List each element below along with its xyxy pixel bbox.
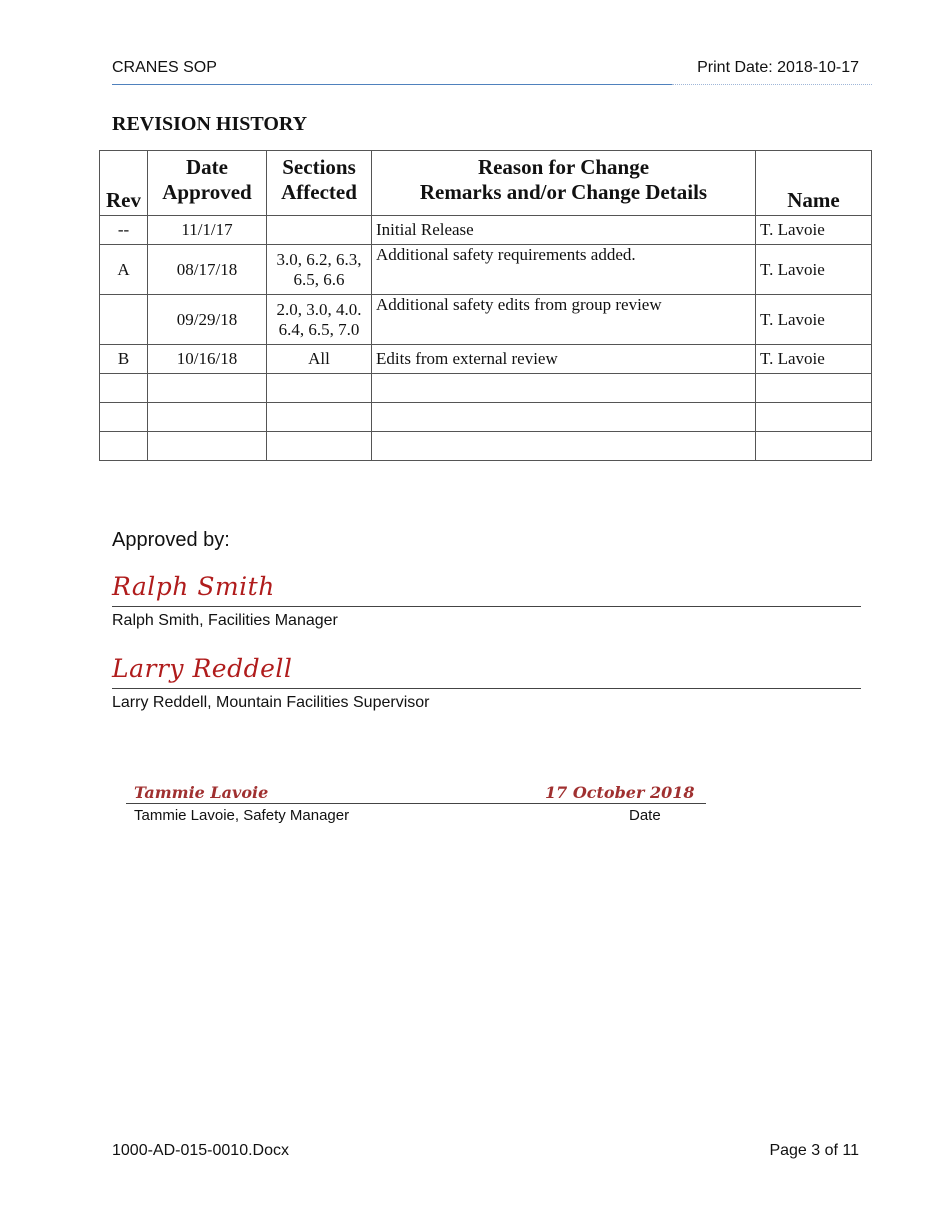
cell-reason: Initial Release xyxy=(372,216,756,245)
cell-reason: Additional safety edits from group review xyxy=(372,295,756,345)
cell-rev xyxy=(100,403,148,432)
table-row xyxy=(100,432,872,461)
header-rule-dotted xyxy=(672,84,872,85)
cell-name: T. Lavoie xyxy=(756,245,872,295)
cell-reason xyxy=(372,374,756,403)
cell-rev: A xyxy=(100,245,148,295)
signature-larry-reddell: Larry Reddell xyxy=(112,654,293,683)
signer-caption-ralph: Ralph Smith, Facilities Manager xyxy=(112,612,338,629)
cell-date: 10/16/18 xyxy=(148,345,267,374)
cell-rev: B xyxy=(100,345,148,374)
cell-sections xyxy=(267,403,372,432)
cell-name: T. Lavoie xyxy=(756,216,872,245)
cell-date xyxy=(148,374,267,403)
cell-date: 08/17/18 xyxy=(148,245,267,295)
cell-rev xyxy=(100,374,148,403)
cell-name xyxy=(756,374,872,403)
cell-rev xyxy=(100,295,148,345)
signature-tammie-lavoie: Tammie Lavoie xyxy=(134,783,269,802)
cell-sections xyxy=(267,216,372,245)
approved-by-label: Approved by: xyxy=(112,529,230,551)
revision-history-table xyxy=(99,150,872,461)
cell-date xyxy=(148,403,267,432)
col-header-date: Date Approved xyxy=(148,151,267,216)
cell-rev: -- xyxy=(100,216,148,245)
table-row xyxy=(100,374,872,403)
date-caption: Date xyxy=(629,807,661,824)
table-row xyxy=(100,345,872,374)
col-header-rev: Rev xyxy=(100,151,148,216)
cell-reason: Edits from external review xyxy=(372,345,756,374)
revision-history-title: REVISION HISTORY xyxy=(112,113,308,135)
cell-reason xyxy=(372,403,756,432)
col-header-reason: Reason for Change Remarks and/or Change Details xyxy=(372,151,756,216)
cell-reason: Additional safety requirements added. xyxy=(372,245,756,295)
page-number: Page 3 of 11 xyxy=(769,1142,859,1159)
signer-caption-larry: Larry Reddell, Mountain Facilities Supervisor xyxy=(112,694,430,711)
signature-ralph-smith: Ralph Smith xyxy=(112,572,275,601)
signature-line xyxy=(126,803,706,804)
cell-rev xyxy=(100,432,148,461)
document-filename: 1000-AD-015-0010.Docx xyxy=(112,1142,289,1159)
cell-sections: 2.0, 3.0, 4.0. 6.4, 6.5, 7.0 xyxy=(267,295,372,345)
col-header-name: Name xyxy=(756,151,872,216)
page-header-title: CRANES SOP xyxy=(112,59,217,76)
col-header-sections: Sections Affected xyxy=(267,151,372,216)
cell-sections xyxy=(267,432,372,461)
header-rule xyxy=(112,84,672,85)
table-row xyxy=(100,295,872,345)
cell-sections xyxy=(267,374,372,403)
cell-name: T. Lavoie xyxy=(756,345,872,374)
table-row xyxy=(100,216,872,245)
signer-caption-tammie: Tammie Lavoie, Safety Manager xyxy=(134,807,350,824)
cell-name xyxy=(756,432,872,461)
signature-date: 17 October 2018 xyxy=(545,783,695,802)
cell-date xyxy=(148,432,267,461)
print-date: Print Date: 2018-10-17 xyxy=(697,59,859,76)
cell-date: 11/1/17 xyxy=(148,216,267,245)
signature-line xyxy=(112,688,861,689)
cell-reason xyxy=(372,432,756,461)
cell-name: T. Lavoie xyxy=(756,295,872,345)
cell-sections: All xyxy=(267,345,372,374)
table-row xyxy=(100,403,872,432)
cell-date: 09/29/18 xyxy=(148,295,267,345)
cell-sections: 3.0, 6.2, 6.3, 6.5, 6.6 xyxy=(267,245,372,295)
table-row xyxy=(100,245,872,295)
cell-name xyxy=(756,403,872,432)
table-header-row xyxy=(100,151,872,216)
signature-line xyxy=(112,606,861,607)
